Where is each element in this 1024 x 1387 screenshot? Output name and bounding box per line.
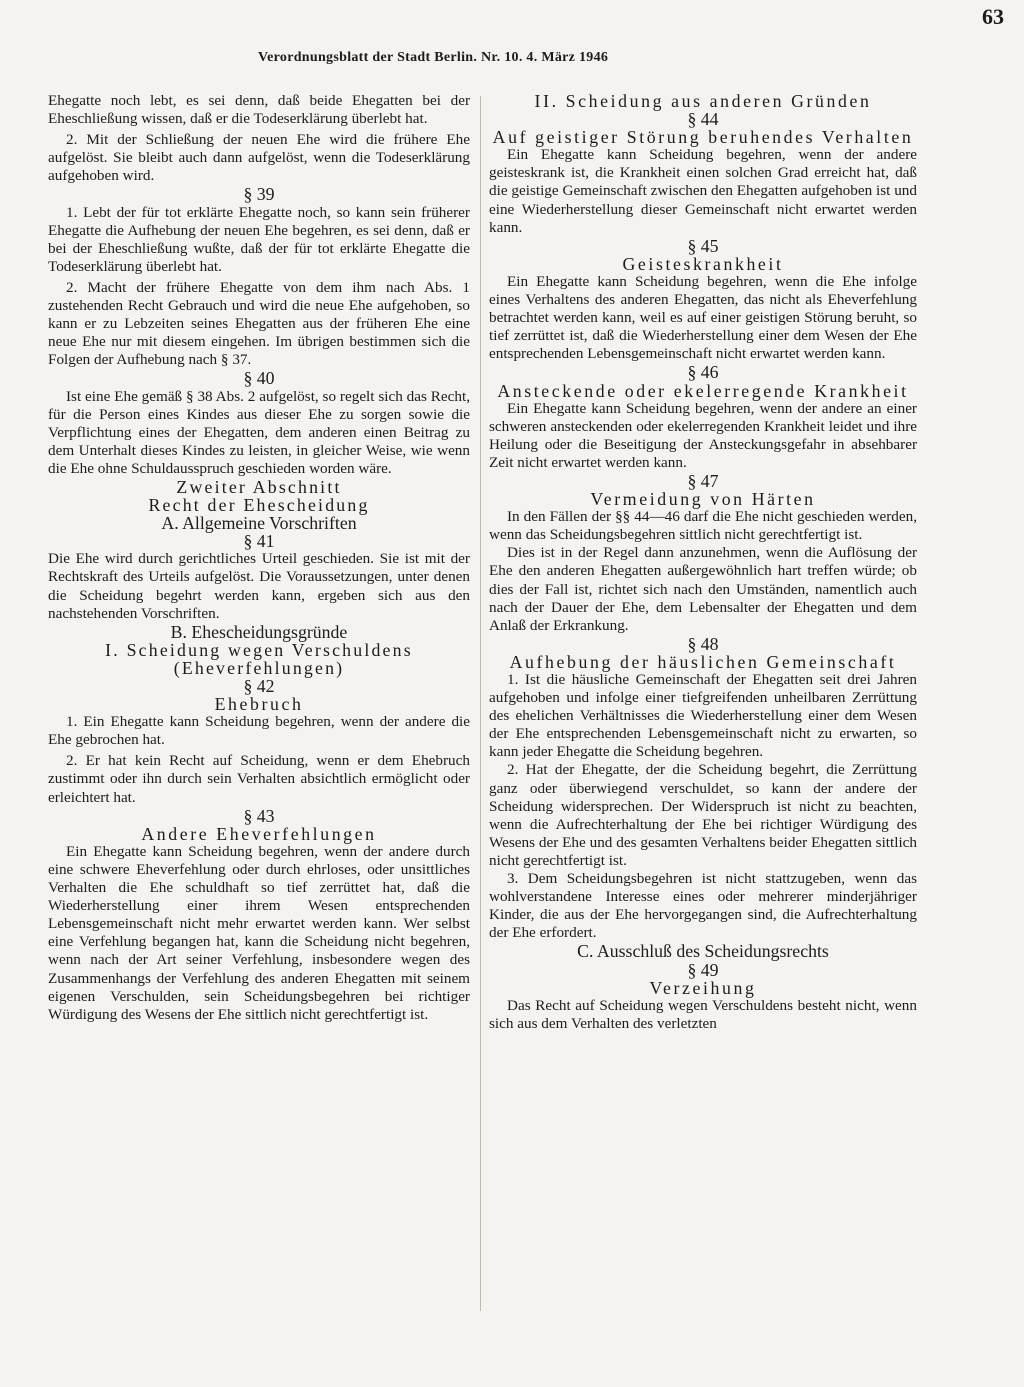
section-heading: § 39 xyxy=(243,184,275,205)
paragraph: Ein Ehegatte kann Scheidung begehren, wenn der andere durch eine schwere Eheverfehlung oder durch ehrloses, oder unsittliches Verhalten die Ehe schuldhaft so tief zerrüttet hat, daß die Wiederherstellung einer ihrem Wesen entsprechenden Lebensgemeinschaft nicht mehr erwartet werden kann. Wer selbst eine Verfehlung begangen hat, kann die Scheidung nicht begehren, wenn nach der Art seiner Verfehlung, insbesondere wegen des Zusammenhangs der Verfehlung des anderen Ehegatten mit seinem eigenen Verschulden, sein Scheidungsbegehren bei richtiger Würdigung des Wesens der Ehe sittlich nicht gerechtfertigt ist. xyxy=(48,842,470,1023)
section-heading: § 40 xyxy=(243,368,275,389)
paragraph: Dies ist in der Regel dann anzunehmen, wenn die Auflösung der Ehe den anderen Ehegatten außergewöhnlich hart treffen würde; ob dies der Fall ist, richtet sich nach den Umständen, namentlich auch nach der Dauer der Ehe, dem Lebensalter der Ehegatten und dem Anlaß der Erkrankung. xyxy=(489,544,917,634)
paragraph: 2. Macht der frühere Ehegatte von dem ihm nach Abs. 1 zustehenden Recht Gebrauch und wird die neue Ehe aufgehoben, so kann er zu Lebzeiten seines Ehegatten aus der früheren Ehe eine neue Ehe nur mit diesem eingehen. Im übrigen bestimmen sich die Folgen der Aufhebung nach § 37. xyxy=(48,278,470,369)
subsection-heading: I. Scheidung wegen Verschuldens xyxy=(105,639,413,660)
section-heading: § 45 xyxy=(687,235,719,256)
section-heading: § 47 xyxy=(687,470,719,491)
section-title: Vermeidung von Härten xyxy=(590,489,816,510)
paragraph: Das Recht auf Scheidung wegen Verschuldens besteht nicht, wenn sich aus dem Verhalten des verletzten xyxy=(489,996,917,1032)
paragraph: Die Ehe wird durch gerichtliches Urteil geschieden. Sie ist mit der Rechtskraft des Urteils aufgelöst. Die Voraussetzungen, unter denen die Scheidung begehrt werden kann, ergeben sich aus den nachstehenden Vorschriften. xyxy=(48,550,470,622)
paragraph: 1. Ein Ehegatte kann Scheidung begehren, wenn der andere die Ehe gebrochen hat. xyxy=(48,713,470,749)
part-title: Recht der Ehescheidung xyxy=(148,495,370,516)
paragraph: In den Fällen der §§ 44—46 darf die Ehe nicht geschieden werden, wenn das Scheidungsbegehren sittlich nicht gerechtfertigt ist. xyxy=(489,508,917,544)
page-number: 63 xyxy=(982,4,1004,29)
subsection-subtitle: (Eheverfehlungen) xyxy=(173,657,345,678)
left-column xyxy=(48,92,470,1024)
section-heading: § 41 xyxy=(243,531,275,552)
right-column xyxy=(489,92,917,1033)
section-heading: § 48 xyxy=(687,633,719,654)
paragraph: 3. Dem Scheidungsbegehren ist nicht stattzugeben, wenn das wohlverstandene Interesse eines oder mehrerer minderjähriger Kinder, die aus der Ehe hervorgegangen sind, die Aufrechterhaltung der Ehe erfordert. xyxy=(489,870,917,942)
section-title: Ehebruch xyxy=(214,694,304,715)
paragraph: 1. Ist die häusliche Gemeinschaft der Ehegatten seit drei Jahren aufgehoben und infolge einer tiefgreifenden unheilbaren Zerrüttung des ehelichen Verhältnisses die Wiederherstellung einer dem Wesen der Ehe entsprechenden Lebensgemeinschaft nicht zu erwarten, so kann jeder Ehegatte die Scheidung begehren. xyxy=(489,671,917,761)
section-heading: § 42 xyxy=(243,676,275,696)
paragraph: Ein Ehegatte kann Scheidung begehren, wenn der andere an einer schweren ansteckenden oder ekelerregenden Krankheit leidet und ihre Heilung oder die Beseitigung der Ansteckungsgefahr in absehbarer Zeit nicht erwartet werden kann. xyxy=(489,399,917,471)
subsection-heading: B. Ehescheidungsgründe xyxy=(170,621,348,642)
column-divider xyxy=(480,96,481,1311)
section-title: Aufhebung der häuslichen Gemeinschaft xyxy=(509,651,897,672)
paragraph: Ist eine Ehe gemäß § 38 Abs. 2 aufgelöst, so regelt sich das Recht, für die Person eines Kindes aus dieser Ehe zu sorgen sowie die Verpflichtung eines der Ehegatten, dem anderen einen Beitrag zu dem Unterhalt dieses Kindes zu leisten, in gleicher Weise, wie wenn die Ehe ohne Schuldausspruch geschieden worden wäre. xyxy=(48,387,470,477)
paragraph: Ein Ehegatte kann Scheidung begehren, wenn der andere geisteskrank ist, die Krankheit einen solchen Grad erreicht hat, daß die geistige Gemeinschaft zwischen den Ehegatten aufgehoben ist und eine Wiederherstellung dieser Gemeinschaft nicht erwartet werden kann. xyxy=(489,146,917,236)
subsection-heading: A. Allgemeine Vorschriften xyxy=(161,513,357,534)
running-header: Verordnungsblatt der Stadt Berlin. Nr. 10. 4. März 1946 xyxy=(258,50,609,65)
section-title: Geisteskrankheit xyxy=(622,253,784,274)
section-title: Andere Eheverfehlungen xyxy=(141,823,377,844)
section-heading: § 46 xyxy=(687,362,719,383)
part-heading: Zweiter Abschnitt xyxy=(176,476,342,497)
paragraph: Ein Ehegatte kann Scheidung begehren, wenn die Ehe infolge eines Verhaltens des anderen Ehegatten, das nicht als Eheverfehlung betrachtet werden kann, weil es auf einer geistigen Störung beruht, so tief zerrüttet ist, daß die Wiederherstellung einer dem Wesen der Ehe entsprechenden Lebensgemeinschaft nicht erwartet werden kann. xyxy=(489,272,917,363)
section-heading: § 44 xyxy=(687,109,719,130)
section-title: Ansteckende oder ekelerregende Krankheit xyxy=(497,380,909,401)
paragraph: 2. Er hat kein Recht auf Scheidung, wenn er dem Ehebruch zustimmt oder ihn durch sein Verhalten absichtlich ermöglicht oder erleichtert hat. xyxy=(48,752,470,806)
section-title: Verzeihung xyxy=(649,977,757,998)
paragraph: 2. Mit der Schließung der neuen Ehe wird die frühere Ehe aufgelöst. Sie bleibt auch dann aufgelöst, wenn die Todeserklärung aufgehoben wird. xyxy=(48,131,470,185)
paragraph: 2. Hat der Ehegatte, der die Scheidung begehrt, die Zerrüttung ganz oder überwiegend verschuldet, so kann der andere der Scheidung widersprechen. Der Widerspruch ist nicht zu beachten, wenn die Aufrechterhaltung der Ehe bei richtiger Würdigung des Wesens der Ehe und des gesamten Verhaltens beider Ehegatten sittlich nicht gerechtfertigt ist. xyxy=(489,761,917,869)
subsection-heading: II. Scheidung aus anderen Gründen xyxy=(534,91,872,111)
paragraph: Ehegatte noch lebt, es sei denn, daß beide Ehegatten bei der Eheschließung wissen, daß er die Todeserklärung überlebt hat. xyxy=(48,92,470,128)
section-heading: § 49 xyxy=(687,959,719,980)
subsection-heading: C. Ausschluß des Scheidungsrechts xyxy=(577,941,829,962)
paragraph: 1. Lebt der für tot erklärte Ehegatte noch, so kann sein früherer Ehegatte die Aufhebung der neuen Ehe begehren, es sei denn, daß er bei der Eheschließung wußte, daß der für tot erklärte Ehegatte die Todeserklärung überlebt hat. xyxy=(48,203,470,275)
section-title: Auf geistiger Störung beruhendes Verhalten xyxy=(492,127,914,148)
section-heading: § 43 xyxy=(243,805,275,826)
